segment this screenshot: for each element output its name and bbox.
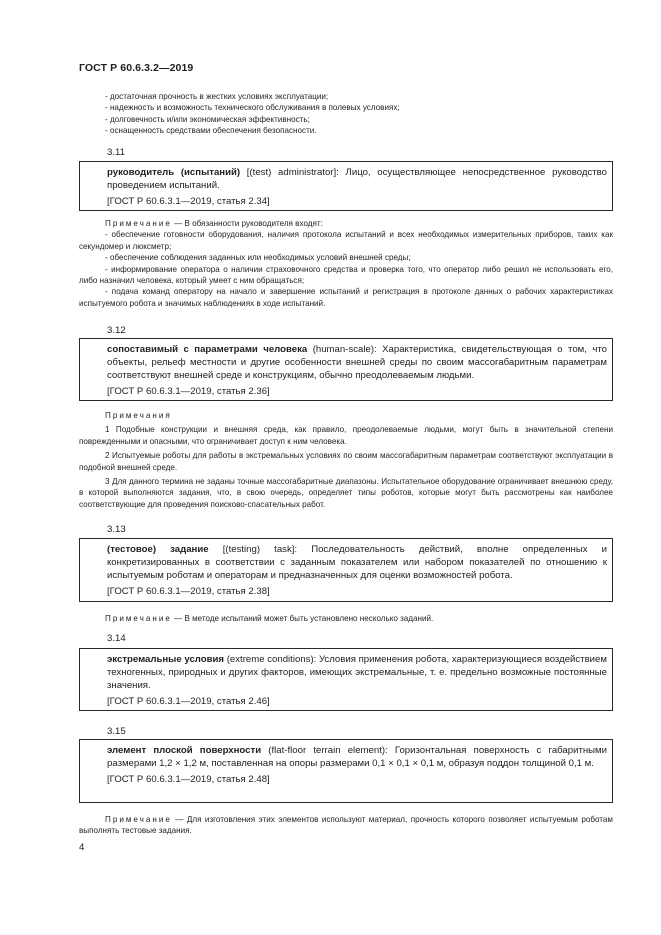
note-item: 3 Для данного термина не заданы точные массогабаритные диапазоны. Испытательное оборудование ограничивает внешнюю среду, в которой выполняются задания, что, в свою очередь, определяет типы роботов, которые могут быть рассмотрены как наиболее соответствующие для проведения поисково-спасательных работ. — [79, 477, 613, 509]
section-number: 3.14 — [107, 633, 126, 644]
term-reference: [ГОСТ Р 60.6.3.1—2019, статья 2.48] — [107, 774, 270, 785]
term-definition: (human-scale): Характеристика, свидетельствующая о том, что объекты, рельеф местности и другие особенности внешней среды по своим массогабаритным параметрам соответствуют внешней среде и конструкциям, обычно преодолеваемым людьми. — [107, 344, 607, 381]
term-definition: [(test) administrator]: Лицо, осуществляющее непосредственное руководство проведением испытаний. — [107, 167, 607, 191]
term-reference: [ГОСТ Р 60.6.3.1—2019, статья 2.46] — [107, 696, 270, 707]
term-definition-box — [79, 338, 613, 401]
list-item: - надежность и возможность технического обслуживания в полевых условиях; — [105, 103, 400, 113]
note-item: - информирование оператора о наличии страховочного средства и проверка того, что оператор либо решил не использовать его, либо назначил человека, который умеет с ним обращаться; — [79, 264, 613, 286]
note-text: — В методе испытаний может быть установлено несколько заданий. — [171, 614, 434, 623]
notes-block — [79, 410, 613, 510]
list-item: - долговечность и/или экономическая эффективность; — [105, 114, 310, 124]
term-name: руководитель (испытаний) — [107, 167, 241, 178]
page-number: 4 — [79, 842, 85, 853]
note-label: Примечание — [105, 815, 172, 824]
list-item: - достаточная прочность в жестких условиях эксплуатации; — [105, 92, 329, 101]
note-label: Примечание — [105, 219, 172, 228]
term-reference: [ГОСТ Р 60.6.3.1—2019, статья 2.38] — [107, 586, 270, 597]
note-item: - подача команд оператору на начало и завершение испытаний и регистрация в протоколе данных о рабочих характеристиках испытуемого робота и значимых наблюдениях в ходе испытаний. — [79, 287, 613, 308]
note-lead: — В обязанности руководителя входят: — [171, 219, 323, 228]
term-definition-box — [79, 538, 613, 602]
term-definition-box — [79, 739, 613, 803]
note-text: — Для изготовления этих элементов используют материал, прочность которого позволяет испытуемым роботам выполнять тестовые задания. — [79, 815, 613, 836]
note-label: Примечание — [105, 614, 172, 623]
term-reference: [ГОСТ Р 60.6.3.1—2019, статья 2.34] — [107, 196, 270, 207]
list-item: - оснащенность средствами обеспечения безопасности. — [105, 126, 317, 136]
note-block — [79, 613, 613, 624]
notes-label: Примечания — [105, 411, 172, 420]
document-header: ГОСТ Р 60.6.3.2—2019 — [79, 62, 194, 74]
term-definition-box — [79, 648, 613, 711]
term-reference: [ГОСТ Р 60.6.3.1—2019, статья 2.36] — [107, 386, 270, 397]
term-name: экстремальные условия — [107, 654, 225, 665]
note-item: 1 Подобные конструкции и внешняя среда, как правило, преодолеваемые людьми, могут быть в значительной степени поврежденными и опасными, что ограничивает доступ к ним человека. — [79, 425, 613, 446]
term-definition: (flat-floor terrain element): Горизонтальная поверхность с габаритными размерами 1,2 × 1,2 м, поставленная на опоры размерами 0,1 × 0,1 × 0,1 м, образуя поддон толщиной 0,1 м. — [107, 745, 607, 769]
term-name: элемент плоской поверхности — [107, 745, 262, 756]
section-number: 3.13 — [107, 524, 126, 535]
note-block — [79, 814, 613, 837]
intro-bullet-list — [79, 91, 613, 137]
term-definition-box — [79, 161, 613, 211]
term-definition: (extreme conditions): Условия применения робота, характеризующиеся воздействием техногенных, природных и других факторов, имеющих экстремальные, т. е. предельно возможные постоянные значения. — [107, 654, 607, 691]
note-item: 2 Испытуемые роботы для работы в экстремальных условиях по своим массогабаритным параметрам соответствуют эксплуатации в подобной внешней среде. — [79, 451, 613, 472]
section-number: 3.15 — [107, 726, 126, 737]
term-definition: [(testing) task]: Последовательность действий, вполне определенных и конкретизированных в соответствии с заданным показателем или набором показателей по отношению к испытуемым роботам и операторам и предназначенных для оценки возможностей робота. — [107, 544, 607, 581]
note-block — [79, 218, 613, 309]
section-number: 3.11 — [107, 147, 125, 158]
section-number: 3.12 — [107, 325, 126, 336]
term-name: (тестовое) задание — [107, 544, 209, 555]
note-item: - обеспечение готовности оборудования, наличия протокола испытаний и всех необходимых измерительных приборов, таких как секундомер и люксметр; — [79, 230, 613, 251]
term-name: сопоставимый с параметрами человека — [107, 344, 308, 355]
note-item: - обеспечение соблюдения заданных или необходимых условий внешней среды; — [105, 253, 411, 263]
